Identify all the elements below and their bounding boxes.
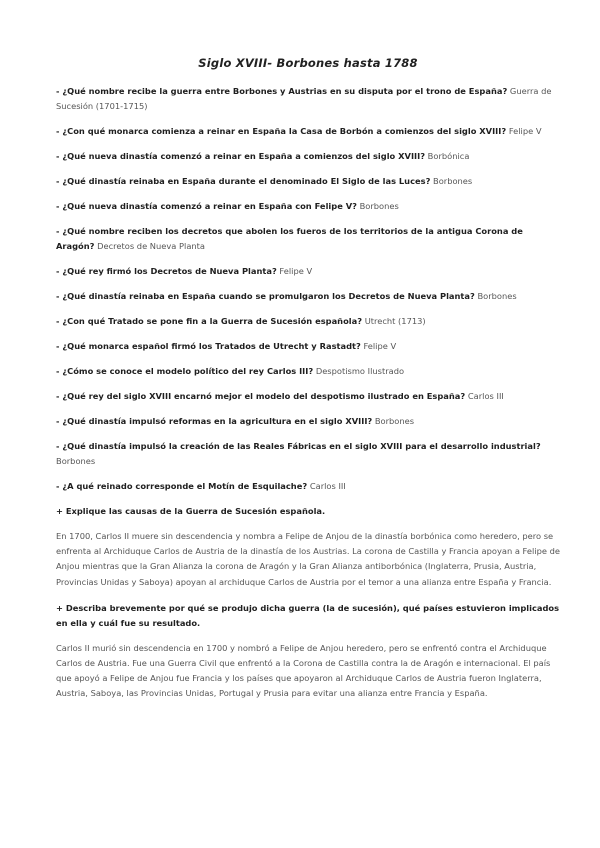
essay-question-2: + Describa brevemente por qué se produjo dicha guerra (la de sucesión), qué países estuvieron implicados en ella y cuál fue su resultado.: [56, 602, 560, 628]
answer: Guerra de Sucesión (1701-1715): [56, 86, 552, 111]
qa-item: [56, 289, 560, 304]
question: - ¿A qué reinado corresponde el Motín de Esquilache?: [56, 481, 308, 491]
answer: Utrecht (1713): [364, 316, 426, 326]
qa-item: [56, 314, 560, 329]
essay-question-1: + Explique las causas de la Guerra de Sucesión española.: [56, 506, 326, 516]
qa-item: [56, 339, 560, 354]
question: - ¿Qué dinastía reinaba en España durante el denominado El Siglo de las Luces?: [56, 176, 431, 186]
page-title: Siglo XVIII- Borbones hasta 1788: [198, 56, 418, 70]
answer: Carlos III: [467, 391, 504, 401]
answer: Felipe V: [508, 126, 542, 136]
question: - ¿Qué rey firmó los Decretos de Nueva Planta?: [56, 266, 277, 276]
qa-item: [56, 414, 560, 429]
question: - ¿Con qué monarca comienza a reinar en España la Casa de Borbón a comienzos del siglo XVIII?: [56, 126, 507, 136]
qa-item: [56, 364, 560, 379]
qa-item: [56, 439, 560, 469]
answer: Borbones: [359, 201, 399, 211]
question: - ¿Qué nueva dinastía comenzó a reinar en España a comienzos del siglo XVIII?: [56, 151, 426, 161]
question: - ¿Qué dinastía reinaba en España cuando se promulgaron los Decretos de Nueva Planta?: [56, 291, 475, 301]
qa-item: [56, 224, 560, 254]
question: - ¿Con qué Tratado se pone fin a la Guerra de Sucesión española?: [56, 316, 363, 326]
answer: Despotismo Ilustrado: [315, 366, 405, 376]
qa-item: [56, 174, 560, 189]
question: - ¿Qué nombre reciben los decretos que abolen los fueros de los territorios de la antigua Corona de Aragón?: [56, 226, 523, 251]
question: - ¿Qué monarca español firmó los Tratados de Utrecht y Rastadt?: [56, 341, 361, 351]
answer: Carlos III: [309, 481, 346, 491]
answer: Decretos de Nueva Planta: [97, 241, 206, 251]
qa-item: [56, 264, 560, 279]
answer: Borbónica: [427, 151, 470, 161]
essay-answer-2: Carlos II murió sin descendencia en 1700 y nombró a Felipe de Anjou heredero, pero se enfrentó contra el Archiduque Carlos de Austria. Fue una Guerra Civil que enfrentó a la Corona de Castilla contra la de Aragón e internacional. El país que apoyó a Felipe de Anjou fue Francia y los países que apoyaron al Archiduque Carlos de Austria fueron Inglaterra, Austria, Saboya, las Provincias Unidas, Portugal y Prusia para evitar una alianza entre Francia y España.: [56, 642, 551, 699]
question: - ¿Qué rey del siglo XVIII encarnó mejor el modelo del despotismo ilustrado en España?: [56, 391, 466, 401]
qa-item: [56, 84, 560, 114]
question: - ¿Cómo se conoce el modelo político del rey Carlos III?: [56, 366, 314, 376]
answer: Felipe V: [363, 341, 397, 351]
qa-item: [56, 149, 560, 164]
answer: Borbones: [374, 416, 415, 426]
qa-item: [56, 199, 560, 214]
question: - ¿Qué nueva dinastía comenzó a reinar en España con Felipe V?: [56, 201, 357, 211]
question: - ¿Qué dinastía impulsó reformas en la agricultura en el siglo XVIII?: [56, 416, 373, 426]
question: - ¿Qué dinastía impulsó la creación de las Reales Fábricas en el siglo XVIII para el desarrollo industrial?: [56, 441, 541, 451]
qa-item: [56, 479, 560, 494]
qa-item: [56, 389, 560, 404]
answer: Borbones: [56, 456, 96, 466]
qa-item: [56, 124, 560, 139]
answer: Borbones: [477, 291, 517, 301]
question: - ¿Qué nombre recibe la guerra entre Borbones y Austrias en su disputa por el trono de España?: [56, 86, 508, 96]
essay-answer-1: En 1700, Carlos II muere sin descendencia y nombra a Felipe de Anjou de la dinastía borbónica como heredero, pero se enfrenta al Archiduque Carlos de Austria de la dinastía de los Austrias. La corona de Castilla y Francia apoyan a Felipe de Anjou mientras que la Gran Alianza la corona de Aragón y la Gran Alianza antiborbónica (Inglaterra, Prusia, Austria, Provincias Unidas y Saboya) apoyan al archiduque Carlos de Austria por el temor a una alianza entre España y Francia.: [56, 531, 560, 587]
answer: Felipe V: [279, 266, 313, 276]
answer: Borbones: [433, 176, 473, 186]
